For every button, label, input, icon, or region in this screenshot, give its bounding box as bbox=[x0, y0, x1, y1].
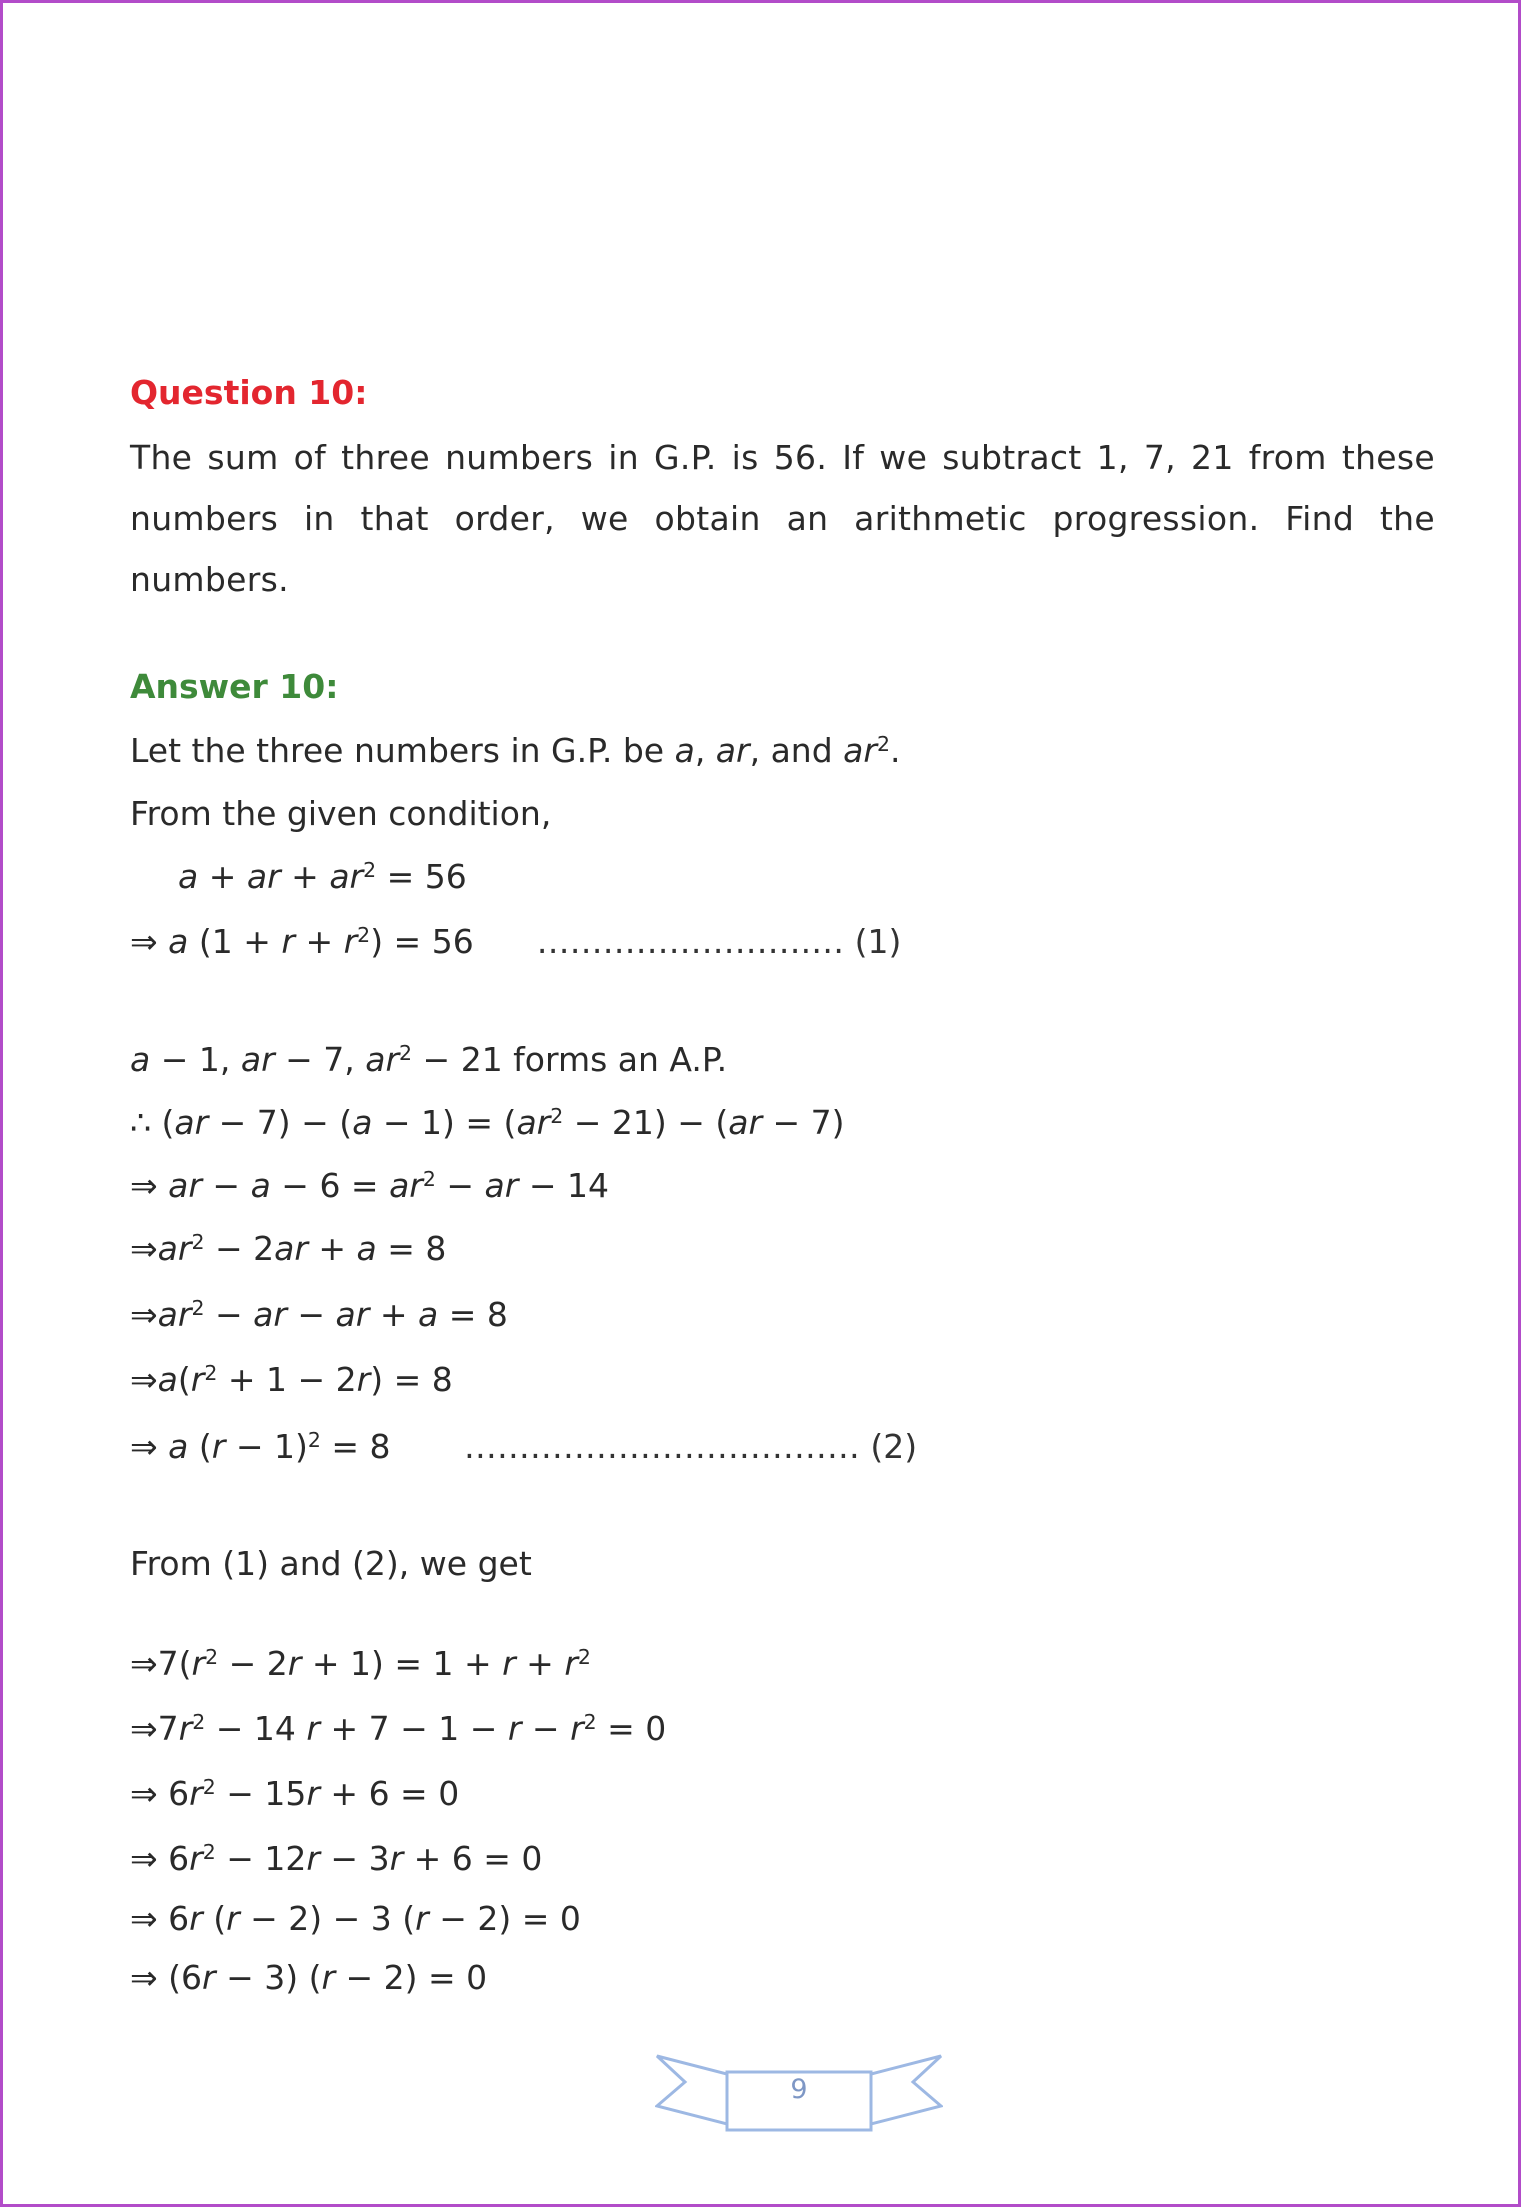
step-10: ⇒ 6r (r − 2) − 3 (r − 2) = 0 bbox=[130, 1898, 581, 1938]
step-3: $\Rightarrow ar^2 - 2ar + a = 8$ bbox=[130, 1229, 447, 1269]
step-6: $\Rightarrow 7(r^2 - 2r + 1) = 1 + r + r^2$ bbox=[130, 1643, 591, 1683]
answer-heading: Answer 10: bbox=[130, 667, 339, 707]
step-2: ⇒ ar − $a - 6 = ar^2$ − ar − 14 bbox=[130, 1166, 609, 1205]
step-11: ⇒ (6r − 3) (r − 2) = 0 bbox=[130, 1957, 488, 1997]
step-9: ⇒ $6r^2 - 12r - 3r + 6 = 0$ bbox=[130, 1839, 543, 1879]
equation-1-label: …………………….… (1) bbox=[536, 922, 902, 962]
step-8: ⇒ $6r^2 - 15r + 6 = 0$ bbox=[130, 1774, 460, 1813]
equation-1: ⇒ a $(1 + r + r^2) = 56$ …………………….… (1) bbox=[130, 922, 902, 962]
answer-intro: Let the three numbers in G.P. be a, ar, and $ar^2$. bbox=[130, 730, 901, 770]
condition-text: From the given condition, bbox=[130, 793, 552, 833]
equation-sum: a + ar + $ar^2 = 56$ bbox=[178, 857, 467, 896]
step-5: $\Rightarrow a(r^2 + 1 - 2r) = 8$ bbox=[130, 1359, 453, 1399]
step-therefore: ∴ $(ar - 7) - (a - 1) = (ar^2 - 21) - (ar - 7)$ bbox=[130, 1102, 845, 1142]
step-4: $\Rightarrow ar^2$ − ar − ar + a = 8 bbox=[130, 1294, 508, 1334]
ap-statement: a − 1, ar − 7, $ar^2 - 21$ forms an A.P. bbox=[130, 1039, 728, 1079]
question-heading: Question 10: bbox=[130, 373, 368, 412]
page-number: 9 bbox=[790, 2074, 808, 2105]
equation-2: ⇒ a $(r - 1)^2 = 8$ ……………………………… (2) bbox=[130, 1427, 918, 1466]
from-text: From (1) and (2), we get bbox=[130, 1544, 532, 1584]
equation-2-label: ……………………………… (2) bbox=[463, 1427, 918, 1466]
step-7: $\Rightarrow 7r^2 - 14$ $r + 7 - 1 - r - r^2 = 0$ bbox=[130, 1708, 667, 1748]
question-text: The sum of three numbers in G.P. is 56. If we subtract 1, 7, 21 from these numbers in that order, we obtain an arithmetic progression. Find the numbers. bbox=[130, 438, 1435, 600]
document-content bbox=[130, 372, 1435, 1998]
